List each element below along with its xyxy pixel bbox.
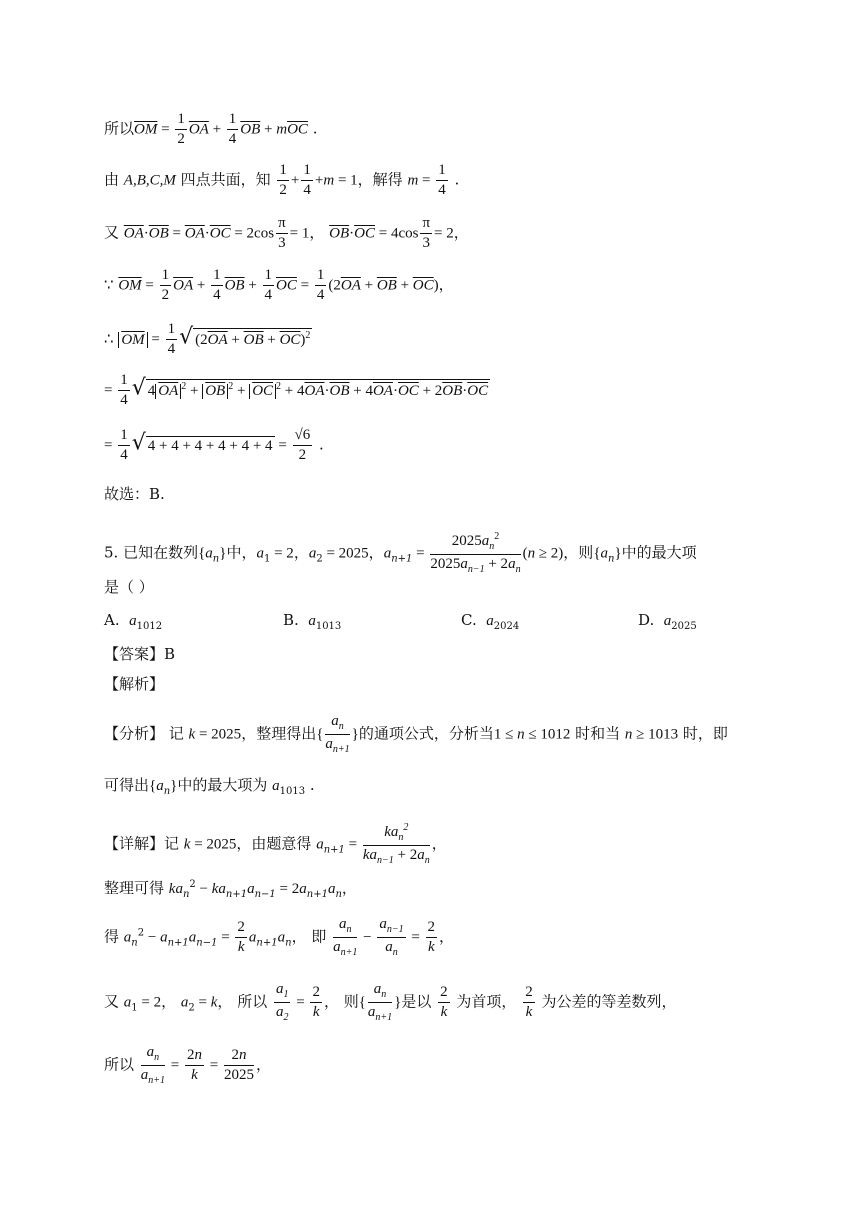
detail-line-3: 得 $a_n^2 - a_{n+1}a_{n-1}$ = $\frac{2}{k}$ $a_{n+1}a_n$， 即 $\frac{a_n}{a_{n+1}}$ − $\frac{a_{n-1}}{a_n}$ = $\frac{2}{k}$ ，: [104, 916, 455, 958]
line-coplanar: 由 A,B,C,M 四点共面，知 $\frac{1}{2}$ + $\frac{1}{4}$ +m = 1，解得 m = $\frac{1}{4}$ .: [104, 162, 460, 198]
option-b: B. $a_{1013}$: [283, 611, 342, 632]
q5-stem: 5. 已知在数列$\{a_n\}$中，$a_1 = 2$，$a_2 = 2025$，$a_{n+1}$ = $\frac{2025a_n^2}{2025a_{n-1} + 2a_n}$ (n ≥ 2)，则$\{a_n\}$中的最大项: [104, 531, 697, 575]
line-because: ∵ $\overline{OM}$ = $\frac{1}{2}$ $\overline{OA}$ + $\frac{1}{4}$ $\overline{OB}$ + $\frac{1}{4}$ $\overline{OC}$ = $\frac{1}{4}$ $(2\overline{OA} + \overline{OB} + \overline{OC})$，: [104, 267, 454, 303]
detail-line-2: 整理可得 $ka_n^2 - ka_{n+1}a_{n-1} = 2a_{n+1}a_n$，: [104, 879, 357, 900]
detail-line-1: 【详解】记 k = 2025，由题意得 $a_{n+1}$ = $ka_n^2$ $ka_{n-1} + 2a_n$ ，: [104, 822, 447, 866]
line-therefore: ∴ $\overline{OM}$ = $\frac{1}{4}$ √ $(2\overline{OA} + \overline{OB} + \overline{OC})^2$: [104, 321, 311, 357]
line-choose: 故选：B.: [104, 485, 165, 503]
line-dot-products: 又 $\overline{OA}\cdot\overline{OB} = \overline{OA}\cdot\overline{OC} = 2\cos$ $\frac{\pi}{3}$ = 1， $\overline{OB}\cdot\overline{OC} = 4\cos$ $\frac{\pi}{3}$ = 2，: [104, 215, 469, 251]
detail-line-4: 又 $a_1 = 2$， $a_2 = k$， 所以 $\frac{a_1}{a_2}$ = $\frac{2}{k}$ ， 则{ $\frac{a_n}{a_{n+1}}$ }是以 $\frac{2}{k}$ 为首项， $\frac{2}{k}$ 为公差的等差数列，: [104, 981, 677, 1023]
q5-stem-end: 是（ ）: [104, 578, 154, 596]
line-result: = $\frac{1}{4}$ √ 4 + 4 + 4 + 4 + 4 + 4 = $\frac{√6}{2}$ .: [104, 427, 324, 463]
option-c: C. $a_{2024}$: [461, 611, 520, 632]
analysis-line-2: 可得出$\{a_n\}$中的最大项为 $a_{1013}$ .: [104, 776, 315, 797]
option-a: A. $a_{1012}$: [104, 611, 163, 632]
detail-line-5: 所以 $\frac{a_n}{a_{n+1}}$ = $\frac{2n}{k}$ = $\frac{2n}{2025}$ ，: [104, 1044, 271, 1086]
analysis-line-1: 【分析】 记 k = 2025，整理得出{ $\frac{a_n}{a_{n+1}}$ }的通项公式，分析当1 ≤ n ≤ 1012 时和当 n ≥ 1013 时，即: [104, 713, 728, 755]
answer-line: 【答案】B: [104, 645, 176, 663]
line-expand: = $\frac{1}{4}$ √ 4 $\overline{OA}$ $^2 + \overline{OB}$ $^2 + \overline{OC}$ $^2 + 4\overline{OA}\cdot\overline{OB} + 4\overline{OA}\cdot\overline{OC} + 2\overline{OB}\cdot\overline{OC}$: [104, 372, 489, 408]
option-d: D. $a_{2025}$: [638, 611, 697, 632]
line-om-expression: 所以$\overline{OM}$ = $\frac{1}{2}$ $\overline{OA}$ + $\frac{1}{4}$ $\overline{OB} + m\overline{OC}$ .: [104, 111, 318, 147]
analysis-heading: 【解析】: [104, 675, 165, 693]
